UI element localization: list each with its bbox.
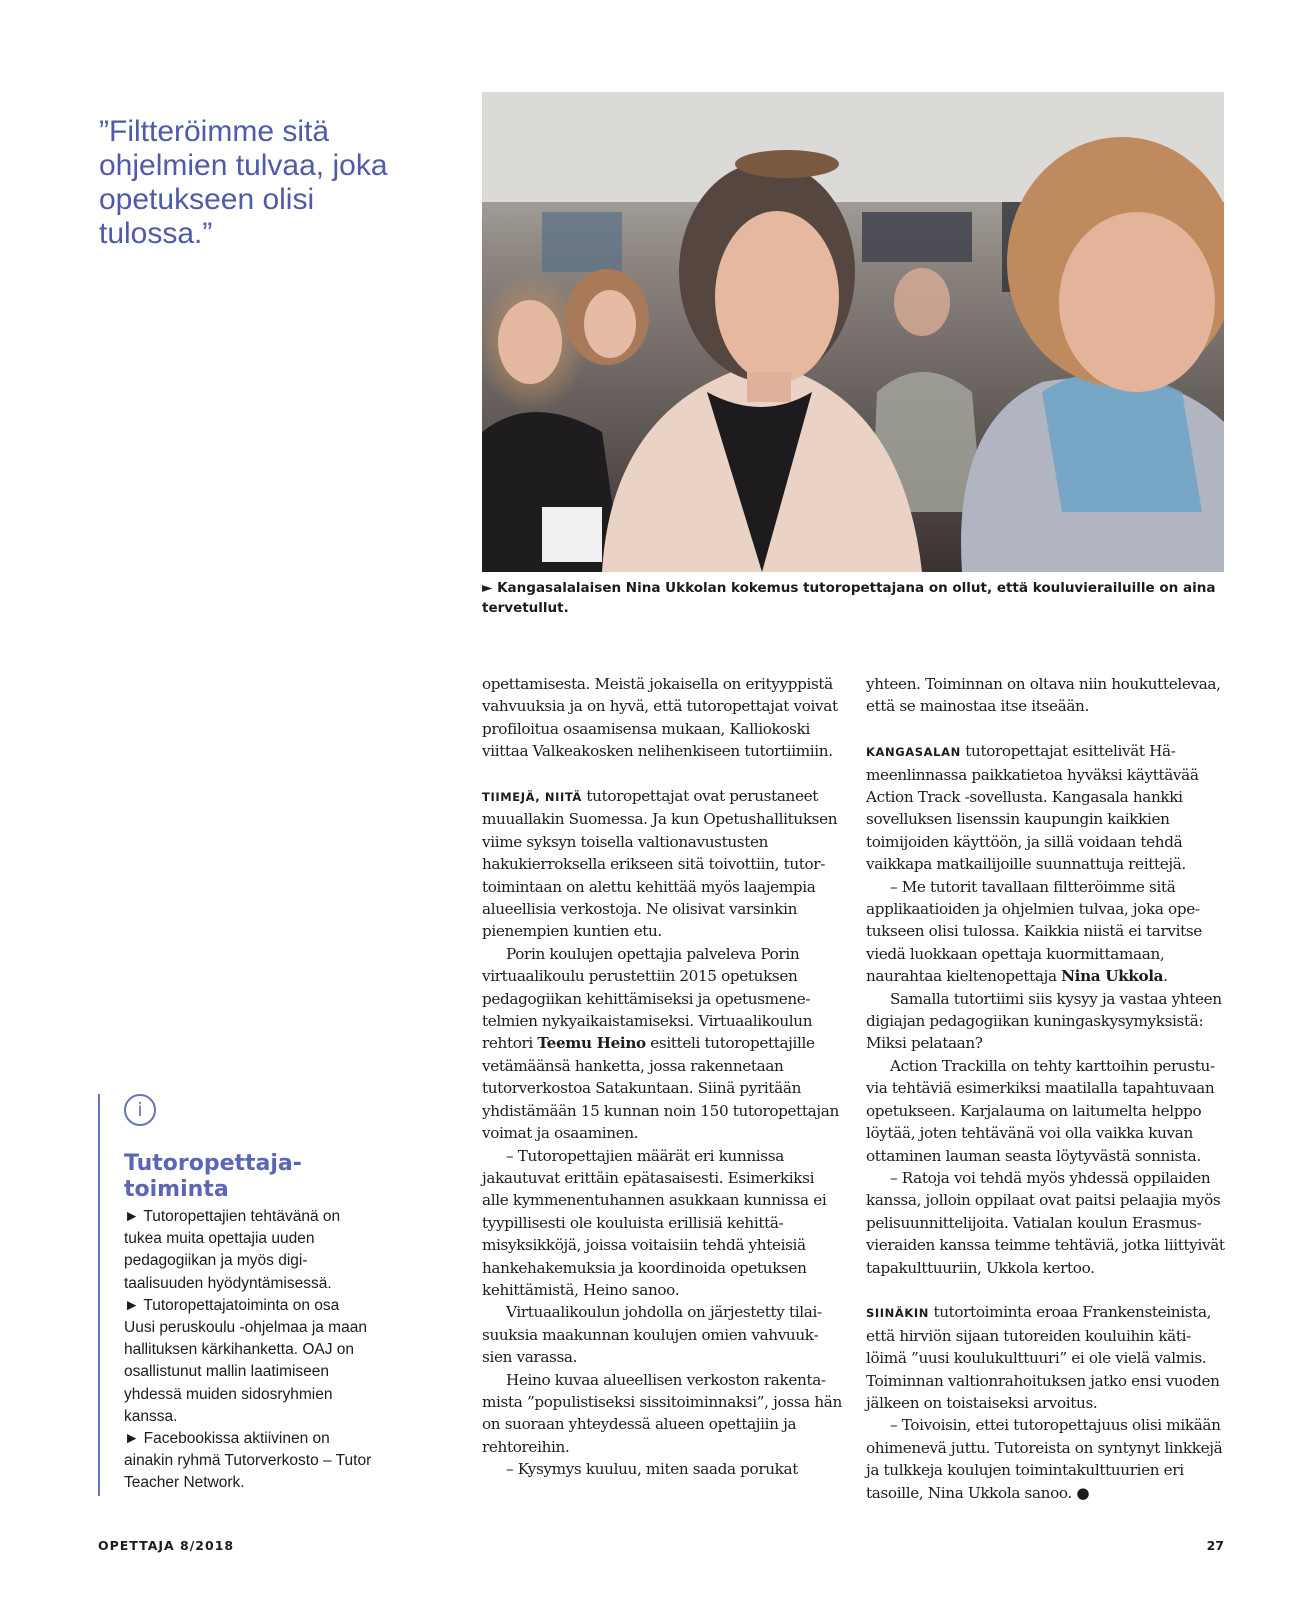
magazine-issue: OPETTAJA 8/2018 [98, 1538, 235, 1553]
caption-text: Kangasalalaisen Nina Ukkolan kokemus tutoropettajana on ollut, että kouluvierailuille on aina tervetullut. [482, 580, 1216, 616]
article-column-right [866, 673, 1226, 1504]
paragraph-text: – Me tutorit tavallaan filtteröimme sitä applikaatioiden ja ohjelmien tulvaa, joka opetukseen olisi tulossa. Kaikkia niistä ei tarvitse viedä luokkaan opettaja kuormittamaan, naurahtaa kieltenopettaja [866, 877, 1202, 986]
paragraph-text: . [1163, 967, 1168, 986]
paragraph-text: – Toivoisin, ettei tutoropettajuus olisi mikään ohimenevä juttu. Tutoreista on syntynyt linkkejä ja tulkkeja koulujen toimintakulttuurien eri tasoille, Nina Ukkola sanoo. [866, 1416, 1223, 1502]
conference-photo-illustration [482, 92, 1224, 572]
paragraph: – Kysymys kuuluu, miten saada porukat [506, 1460, 798, 1479]
article-photo [482, 92, 1224, 572]
paragraph [866, 740, 1226, 875]
section-lead: KANGASALAN [866, 745, 961, 760]
section-lead: TIIMEJÄ, NIITÄ [482, 790, 582, 805]
paragraph-text: esitteli tutoropettajille vetämäänsä hanketta, jossa rakennetaan tutorverkostoa Satakuntaan. Siinä pyritään yhdistämään 15 kunnan noin 150 tutoropettajan voimat ja osaaminen. [482, 1034, 839, 1143]
info-item: ► Facebookissa aktiivinen on ainakin ryhmä Tutorverkosto – Tutor Teacher Network. [124, 1430, 372, 1492]
info-box-title: Tutoropettajatoiminta [124, 1151, 302, 1202]
paragraph-text: tutortoiminta eroaa Frankensteinista, että hirviön sijaan tutoreiden kouluihin kätilöimä ”uusi koulukulttuuri” ei ole vielä valmis. Toiminnan valtionrahoituksen jatko ensi vuoden jälkeen on toistaiseksi arvoitus. [866, 1303, 1220, 1412]
paragraph: yhteen. Toiminnan on oltava niin houkuttelevaa, että se mainostaa itse itseään. [866, 675, 1221, 716]
person-name: Nina Ukkola [1061, 967, 1164, 986]
paragraph-text: Porin koulujen opettajia palveleva Porin virtuaalikoulu perustettiin 2015 opetuksen pedagogiikan kehittämiseksi ja opetusmenetelmien nykyaikaistamiseksi. Virtuaalikoulun rehtori [482, 944, 813, 1053]
paragraph [866, 1301, 1226, 1414]
paragraph: Samalla tutortiimi siis kysyy ja vastaa yhteen digiajan pedagogiikan kuningaskysymyksistä: Miksi pelataan? [866, 989, 1222, 1053]
paragraph: – Ratoja voi tehdä myös yhdessä oppilaiden kanssa, jolloin oppilaat ovat paitsi pelaajia myös pelisuunnittelijoita. Vatialan koulun Erasmus-vieraiden kanssa teimme tehtäviä, jotka liittyivät tapakulttuuriin, Ukkola kertoo. [866, 1168, 1225, 1277]
info-item: ► Tutoropettajien tehtävänä on tukea muita opettajia uuden pedagogiikan ja myös digitaalisuuden hyödyntämisessä. [124, 1208, 341, 1292]
info-item: ► Tutoropettajatoiminta on osa Uusi peruskoulu -ohjelmaa ja maan hallituksen kärkihanketta. OAJ on osallistunut mallin laatimiseen yhdessä muiden sidosryhmien kanssa. [124, 1296, 367, 1425]
page-number: 27 [1206, 1538, 1224, 1553]
end-mark: ● [1076, 1483, 1090, 1502]
paragraph: – Tutoropettajien määrät eri kunnissa jakautuvat erittäin epätasaisesti. Esimerkiksi alle kymmenentuhannen asukkaan kunnissa ei tyypillisesti ole kouluista erillisiä kehittämisyksikköjä, joissa voitaisiin tehdä yhteisiä hankehakemuksia ja koordinoida opetuksen kehittämistä, Heino sanoo. [482, 1146, 827, 1299]
paragraph: opettamisesta. Meistä jokaisella on erityyppistä vahvuuksia ja on hyvä, että tutoropettajat voivat profiloitua osaamisensa mukaan, Kalliokoski viittaa Valkeakosken nelihenkiseen tutortiimiin. [482, 675, 838, 761]
paragraph [482, 785, 842, 943]
paragraph-text: tutoropettajat ovat perustaneet muuallakin Suomessa. Ja kun Opetushallituksen viime syksyn toisella valtionavustusten hakukierroksella erikseen sitä toivottiin, tutortoimintaan on alettu kehittää myös laajempia alueellisia verkostoja. Ne olisivat varsinkin pienempien kuntien etu. [482, 787, 838, 941]
person-name: Teemu Heino [537, 1034, 646, 1053]
paragraph: Action Trackilla on tehty karttoihin perustuvia tehtäviä esimerkiksi maatilalla tapahtuvaan opetukseen. Karjalauma on laitumelta helppo löytää, joten tehtävänä voi olla vaikka kuvan ottaminen lauman seasta löytyvästä sonnista. [866, 1056, 1216, 1165]
paragraph [866, 876, 1226, 988]
info-box [98, 1094, 380, 1496]
article-column-left [482, 673, 842, 1481]
photo-caption [482, 578, 1224, 618]
paragraph-text: tutoropettajat esittelivät Hämeenlinnassa paikkatietoa hyväksi käyttävää Action Track -sovellusta. Kangasala hankki sovelluksen lisenssin kaupungin kaikkien toimijoiden käyttöön, ja sillä voidaan tehdä vaikkapa matkailijoille suunnattuja reittejä. [866, 742, 1199, 874]
paragraph [482, 943, 842, 1145]
caption-arrow: ► [482, 580, 493, 596]
pull-quote: ”Filtteröimme sitä ohjelmien tulvaa, joka opetukseen olisi tulossa.” [99, 115, 388, 250]
info-box-body [124, 1206, 374, 1495]
paragraph: Virtuaalikoulun johdolla on järjestetty tilaisuuksia maakunnan koulujen omien vahvuuksien varassa. [482, 1303, 823, 1367]
section-lead: SIINÄKIN [866, 1306, 929, 1321]
paragraph [866, 1414, 1226, 1504]
info-icon: i [124, 1094, 156, 1126]
paragraph: Heino kuvaa alueellisen verkoston rakentamista ”populistiseksi sissitoiminnaksi”, jossa hän on suoraan yhteydessä alueen opettajiin ja rehtoreihin. [482, 1370, 842, 1456]
